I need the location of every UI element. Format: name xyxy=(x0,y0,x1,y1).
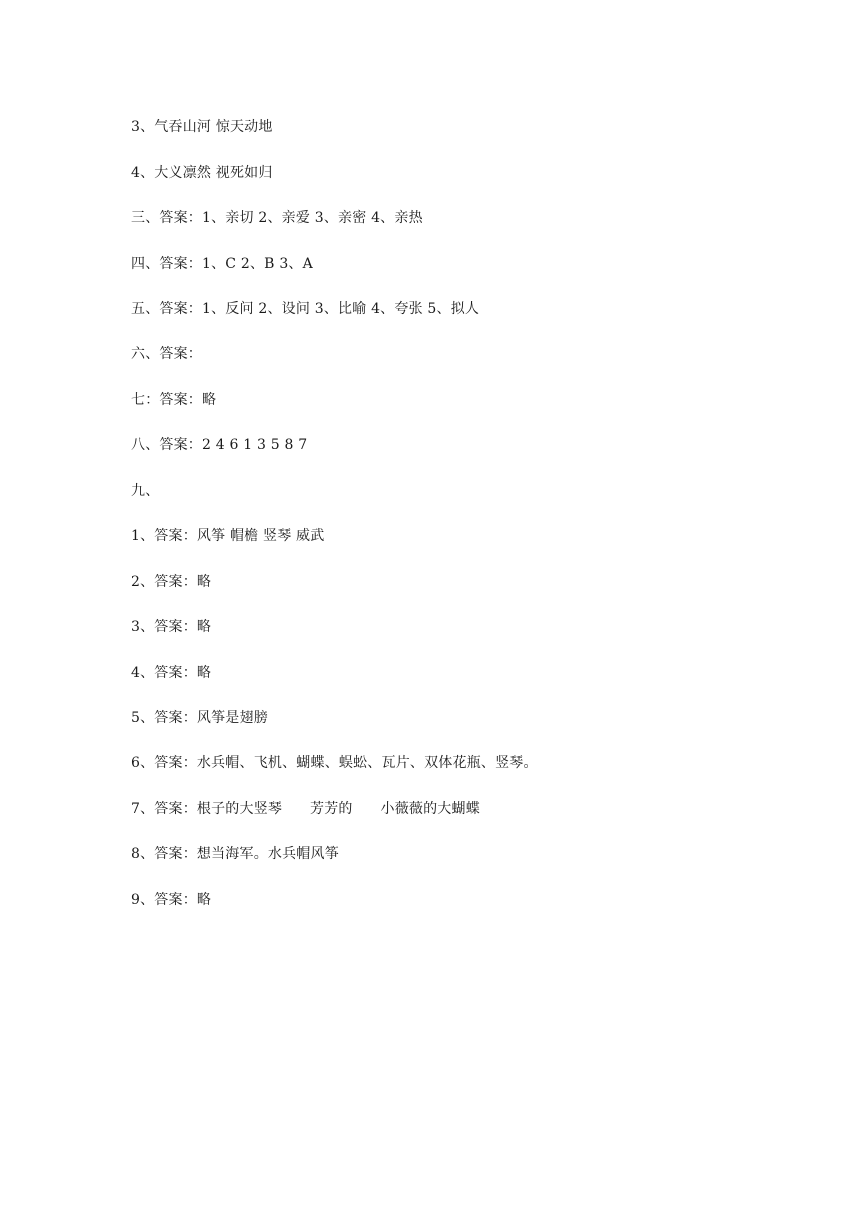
answer-line-section-5: 五、答案：1、反问 2、设问 3、比喻 4、夸张 5、拟人 xyxy=(131,301,480,317)
answer-line-section-3: 三、答案：1、亲切 2、亲爱 3、亲密 4、亲热 xyxy=(131,210,423,226)
answer-line-9-9: 9、答案：略 xyxy=(131,892,212,908)
answer-line-9-8: 8、答案：想当海军。水兵帽风筝 xyxy=(131,846,339,862)
answer-line-section-4: 四、答案：1、C 2、B 3、A xyxy=(131,256,313,272)
answer-line-9-6: 6、答案：水兵帽、飞机、蝴蝶、蜈蚣、瓦片、双体花瓶、竖琴。 xyxy=(131,755,538,771)
answer-line-section-7: 七：答案：略 xyxy=(131,392,217,408)
answer-line-9-2: 2、答案：略 xyxy=(131,574,212,590)
answer-line-section-6: 六、答案： xyxy=(131,346,202,362)
answer-line-9-5: 5、答案：风筝是翅膀 xyxy=(131,710,268,726)
answer-line-9-3: 3、答案：略 xyxy=(131,619,212,635)
answer-line-9-4: 4、答案：略 xyxy=(131,665,212,681)
answer-line-idiom-4: 4、大义凛然 视死如归 xyxy=(131,165,273,181)
section-heading-9: 九、 xyxy=(131,483,160,499)
answer-line-9-1: 1、答案：风筝 帽檐 竖琴 威武 xyxy=(131,528,325,544)
answer-line-9-7: 7、答案：根子的大竖琴 芳芳的 小薇薇的大蝴蝶 xyxy=(131,801,480,817)
answer-line-idiom-3: 3、气吞山河 惊天动地 xyxy=(131,119,273,135)
answer-line-section-8: 八、答案：2 4 6 1 3 5 8 7 xyxy=(131,437,308,453)
